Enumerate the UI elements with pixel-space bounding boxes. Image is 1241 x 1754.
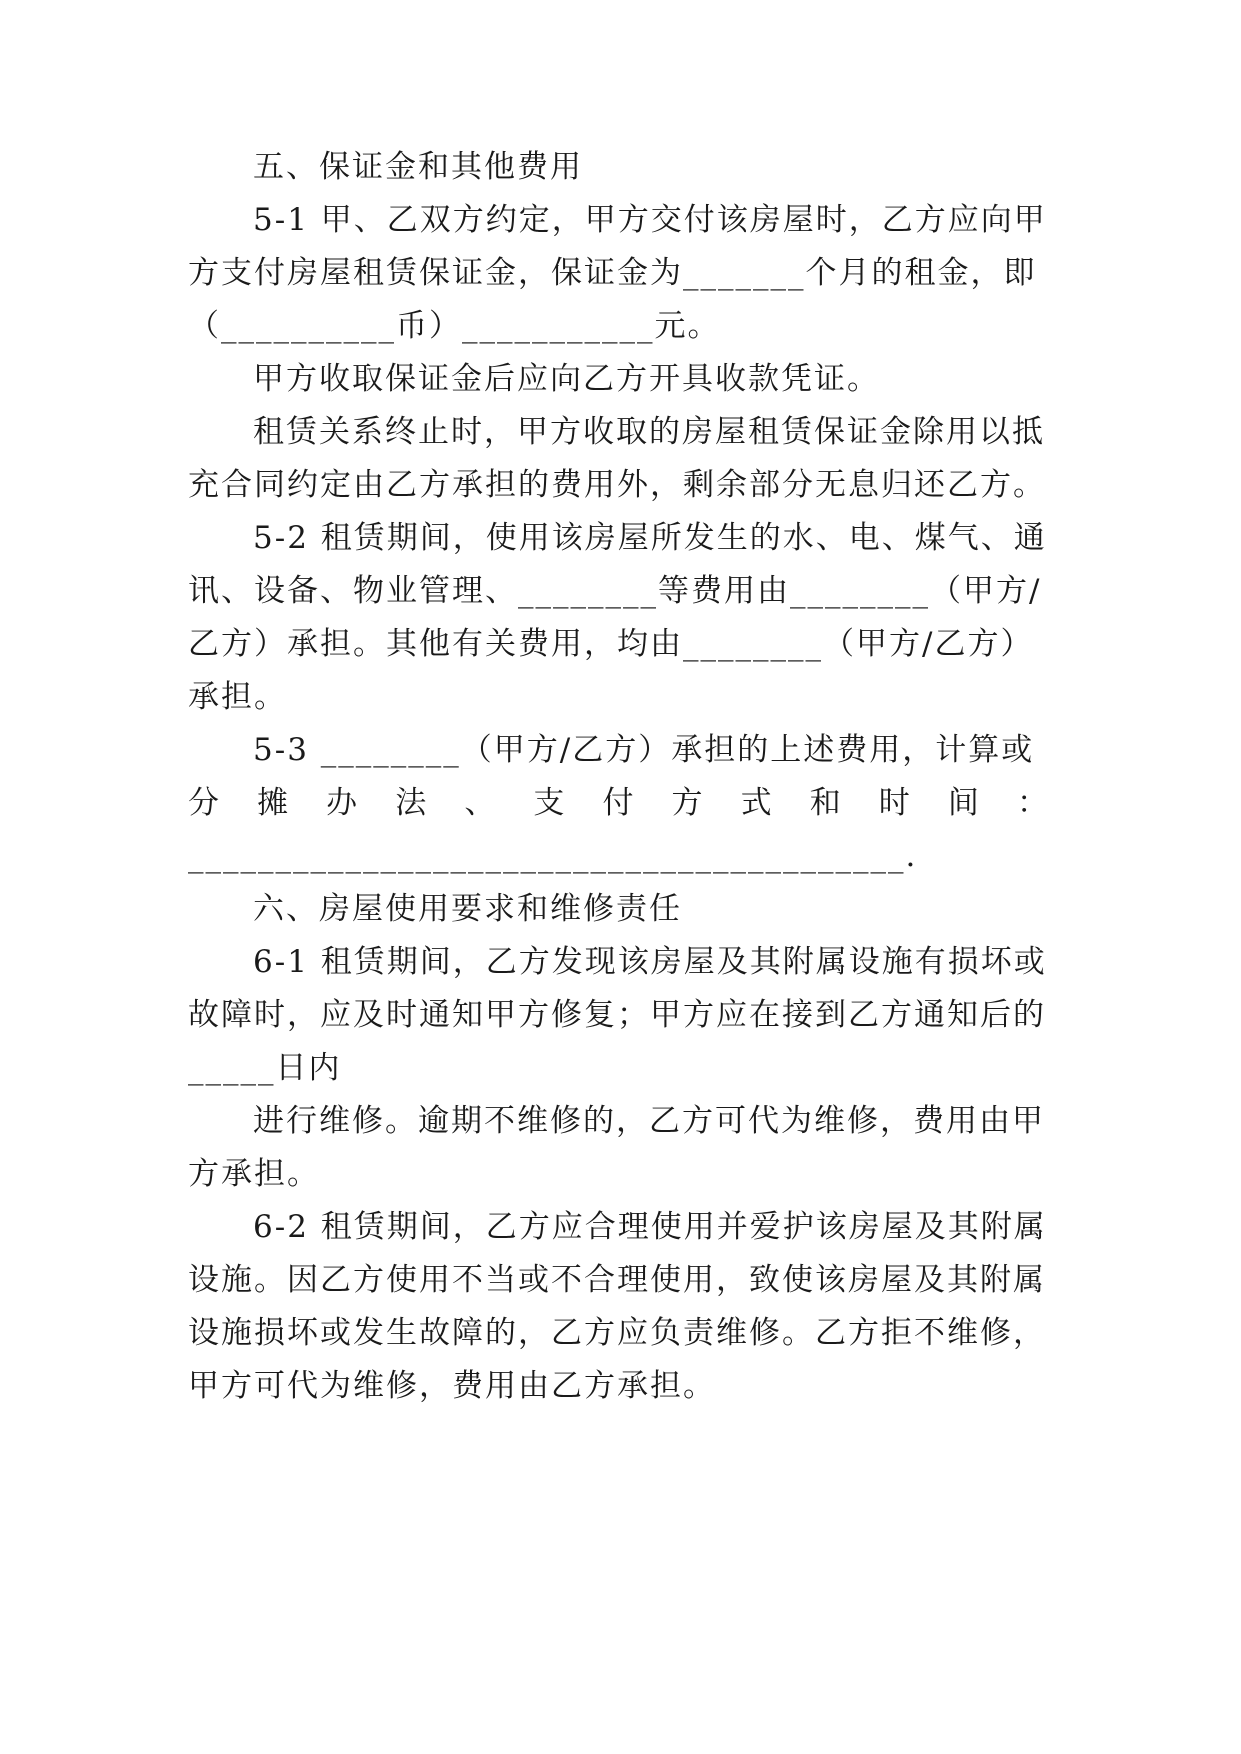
section-heading-6: 六、房屋使用要求和维修责任 bbox=[253, 891, 682, 927]
paragraph-line: 5-2 租赁期间，使用该房屋所发生的水、电、煤气、通 bbox=[253, 520, 1047, 556]
justified-char: 法 bbox=[395, 785, 427, 821]
justified-char: 付 bbox=[602, 785, 634, 821]
paragraph-line: 5-3 ________（甲方/乙方）承担的上述费用，计算或 bbox=[253, 732, 1035, 768]
justified-char: 摊 bbox=[257, 785, 289, 821]
paragraph-line: 乙方）承担。其他有关费用，均由________（甲方/乙方） bbox=[188, 626, 1034, 662]
paragraph-line: 讯、设备、物业管理、________等费用由________（甲方/ bbox=[188, 573, 1042, 609]
paragraph-line: _____日内 bbox=[188, 1050, 342, 1086]
paragraph-line: 承担。 bbox=[188, 679, 287, 715]
justified-char: 和 bbox=[809, 785, 841, 821]
blank-fill-line: _________________________________________. bbox=[188, 838, 918, 874]
paragraph-line: 方支付房屋租赁保证金，保证金为_______个月的租金，即 bbox=[188, 255, 1037, 291]
paragraph-line: 方承担。 bbox=[188, 1156, 320, 1192]
justified-line bbox=[188, 783, 1048, 823]
justified-char: 支 bbox=[533, 785, 565, 821]
justified-char: 办 bbox=[326, 785, 358, 821]
paragraph-line: 租赁关系终止时，甲方收取的房屋租赁保证金除用以抵 bbox=[253, 414, 1045, 450]
paragraph-line: 设施。因乙方使用不当或不合理使用，致使该房屋及其附属 bbox=[188, 1262, 1046, 1298]
section-heading-5: 五、保证金和其他费用 bbox=[253, 149, 583, 185]
justified-char: 式 bbox=[740, 785, 772, 821]
paragraph-line: 故障时，应及时通知甲方修复；甲方应在接到乙方通知后的 bbox=[188, 997, 1046, 1033]
justified-char: 方 bbox=[671, 785, 703, 821]
justified-char: ： bbox=[1016, 785, 1048, 821]
justified-char: 间 bbox=[947, 785, 979, 821]
justified-char: 、 bbox=[464, 785, 496, 821]
paragraph-line: 甲方可代为维修，费用由乙方承担。 bbox=[188, 1368, 716, 1404]
paragraph-line: 甲方收取保证金后应向乙方开具收款凭证。 bbox=[253, 361, 880, 397]
paragraph-line: 6-2 租赁期间，乙方应合理使用并爱护该房屋及其附属 bbox=[253, 1209, 1047, 1245]
paragraph-line: 充合同约定由乙方承担的费用外，剩余部分无息归还乙方。 bbox=[188, 467, 1046, 503]
paragraph-line: 5-1 甲、乙双方约定，甲方交付该房屋时，乙方应向甲 bbox=[253, 202, 1047, 238]
paragraph-line: 进行维修。逾期不维修的，乙方可代为维修，费用由甲 bbox=[253, 1103, 1045, 1139]
paragraph-line: 设施损坏或发生故障的，乙方应负责维修。乙方拒不维修， bbox=[188, 1315, 1046, 1351]
justified-char: 时 bbox=[878, 785, 910, 821]
paragraph-line: （__________币）___________元。 bbox=[188, 308, 721, 344]
paragraph-line: 6-1 租赁期间，乙方发现该房屋及其附属设施有损坏或 bbox=[253, 944, 1047, 980]
justified-char: 分 bbox=[188, 785, 219, 821]
